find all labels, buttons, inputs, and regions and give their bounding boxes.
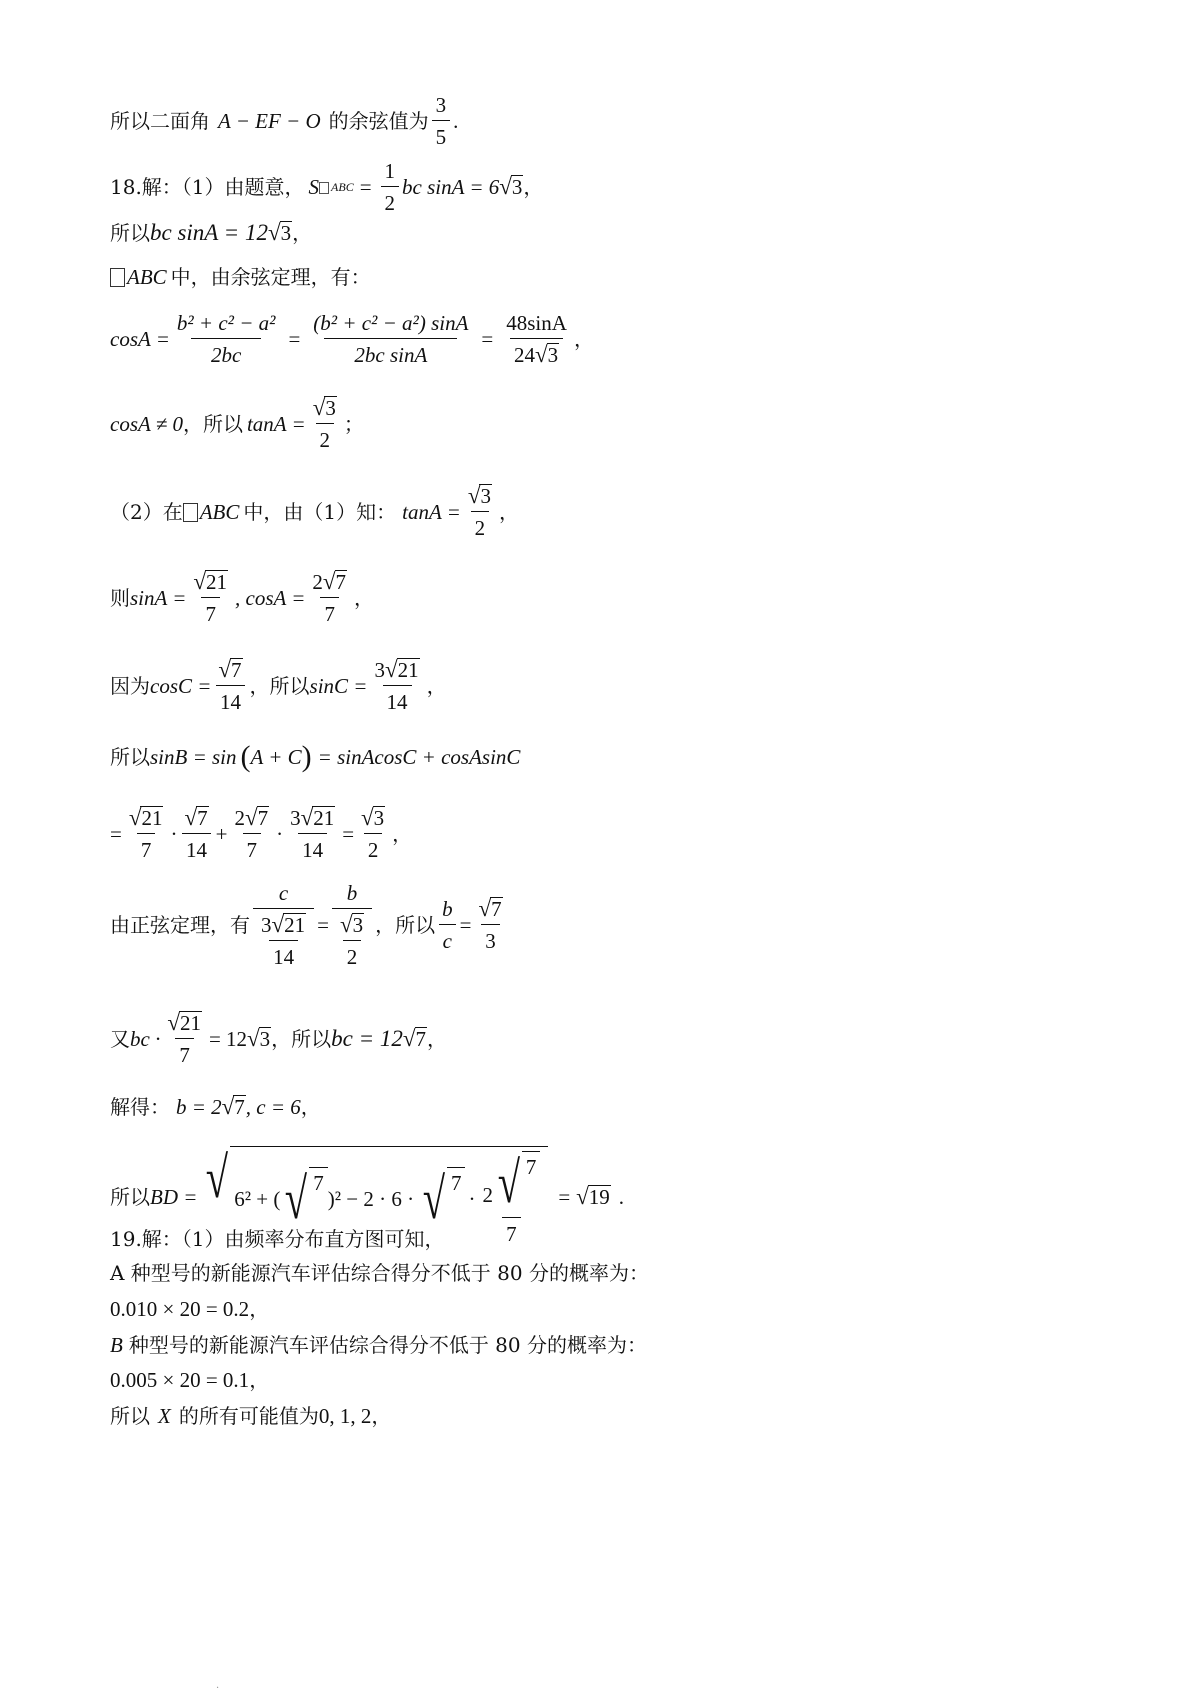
fraction: √ 7 14: [180, 805, 212, 863]
expr: bc sinA = 6: [402, 175, 500, 199]
q18-part1-area: 18.解：（1）由题意， S ABC = $\frac{1}{2}$ bc sinA = 6 √ 3 ，: [110, 159, 544, 215]
area-subscript: ABC: [319, 172, 354, 202]
fraction: [432, 92, 451, 150]
cosine-law-intro: [110, 262, 371, 292]
text: 则: [110, 586, 130, 610]
equals: =: [110, 822, 122, 846]
sinB-calculation: = √ 21 7 · √ 7 14 + 2 √ 7 7 · 3 √ 21 14 = √ 3 2 ，: [110, 805, 413, 862]
sqrt: √ 3: [499, 174, 523, 199]
fraction: 3 √ 21 14: [374, 657, 419, 714]
fraction: $\frac{b}{c}$: [438, 896, 457, 954]
fraction: √ 7 3: [478, 896, 502, 953]
text: 所以: [110, 221, 150, 245]
text: 种型号的新能源汽车评估综合得分不低于 80 分的概率为：: [128, 1333, 647, 1357]
triangle-symbol: [110, 268, 125, 287]
fraction: √ 7 14: [214, 657, 246, 715]
typeA-probability-expr: [110, 1294, 269, 1324]
tanA-result: [110, 395, 364, 453]
triangle-name: ABC: [127, 265, 167, 289]
text: （2）在: [110, 500, 183, 524]
q19-heading: [110, 1224, 445, 1254]
text: 解得：: [110, 1095, 170, 1119]
text: 的所有可能值为: [178, 1404, 319, 1428]
big-sqrt: √ 6² + ( √ 7 )² − 2 · 6 · √ 7 · 2 √ 7 7: [201, 1146, 548, 1247]
text: ，所以: [271, 1027, 332, 1051]
part2-tanA: [110, 483, 519, 541]
expr: , cosA =: [235, 586, 306, 610]
sqrt: √ 3: [267, 220, 292, 245]
fraction: [381, 158, 400, 216]
X-values: 所以 X 的所有可能值为 0, 1, 2 ，: [110, 1401, 391, 1431]
expr: tanA =: [246, 412, 306, 436]
expr: sinA =: [130, 586, 187, 610]
triangle-name: ABC: [199, 500, 240, 524]
fraction: √ 3 2: [312, 395, 336, 452]
sinB-expansion: 所以 sinB = sin ( A + C ) = sinAcosC + cosAsinC: [110, 740, 521, 773]
expr: sinC =: [309, 674, 368, 698]
comma: ，: [573, 327, 594, 351]
text: 的余弦值为: [328, 109, 429, 133]
fraction: √ 21 7: [167, 1010, 201, 1067]
text: A 种型号的新能源汽车评估综合得分不低于 80 分的概率为：: [110, 1261, 649, 1285]
compound-fraction: b √ 3 2: [332, 880, 372, 970]
fraction: 2 √ 7 7: [312, 569, 347, 626]
comma: ，: [371, 1404, 392, 1428]
question-heading: 19.解：（1）由频率分布直方图可知，: [110, 1227, 445, 1251]
cosA-derivation: cosA = $\frac{\text{b² + c² − a²}}{2bc}$ = $\frac{\text{(b² + c² − a²) sinA}}{\text{2bc sinA}}$ = 48sinA 24 √ 3 ，: [110, 311, 594, 367]
comma: ，: [354, 586, 375, 610]
text: 中，由（1）知：: [243, 500, 397, 524]
sine-law-ratio: 由正弦定理，有 c 3 √ 21 14 = b √ 3 2 ，所以 $\frac{b}{c}$ = √ 7 3: [110, 880, 510, 970]
comma: ，: [300, 1095, 321, 1119]
expr: cosA =: [110, 327, 170, 351]
comma: ，: [249, 1297, 270, 1321]
fraction: $\frac{\text{(b² + c² − a²) sinA}}{\text{2bc sinA}}$: [313, 311, 469, 367]
text: 所以: [110, 745, 150, 769]
text: 所以二面角: [110, 109, 210, 133]
typeA-probability-text: [110, 1258, 649, 1288]
fraction: √ 3 2: [361, 805, 385, 862]
text: ，所以: [249, 674, 310, 698]
expr: cosA ≠ 0: [110, 412, 183, 436]
bc-value-derivation: 又 bc · √ 21 7 = 12 √ 3 ，所以 bc = 12 √ 7 ，: [110, 1010, 448, 1067]
denominator: 5: [432, 120, 451, 150]
text: 由正弦定理，有: [110, 913, 250, 937]
expr: = sinAcosC + cosAsinC: [317, 745, 521, 769]
expr: bc sinA = 12: [150, 220, 268, 245]
fraction: 3 √ 21 14: [290, 805, 335, 862]
text: 所以: [110, 1404, 150, 1428]
text: ，所以: [182, 412, 243, 436]
fraction: $\frac{\text{b² + c² − a²}}{2bc}$: [176, 311, 276, 367]
math: A − EF − O: [218, 109, 321, 133]
numerator: 3: [435, 93, 447, 117]
question-heading: 18.解：（1）由题意，: [110, 175, 305, 199]
comma: ，: [426, 674, 447, 698]
text: 中，由余弦定理，有：: [170, 265, 371, 289]
text: 所以: [110, 1184, 150, 1209]
cosC-sinC-values: [110, 657, 447, 715]
triangle-symbol: [183, 503, 198, 522]
text: ，所以: [375, 913, 436, 937]
expr: sinB = sin: [150, 745, 237, 769]
fraction: 2 √ 7 7: [234, 805, 269, 862]
BD-result: 所以 BD = √ 6² + ( √ 7 )² − 2 · 6 · √ 7 · 2 √ 7 7 = √ 19 .: [110, 1145, 625, 1246]
solve-b-c: 解得： b = 2 √ 7 , c = 6 ，: [110, 1092, 321, 1122]
comma: ，: [523, 175, 544, 199]
numerator: 1: [384, 159, 396, 183]
area-symbol: S: [308, 175, 320, 199]
denominator: 2: [381, 186, 400, 216]
compound-fraction: c 3 √ 21 14: [253, 880, 314, 970]
comma: ，: [427, 1027, 448, 1051]
footer-mark: ·: [216, 1683, 220, 1694]
fraction: √ 21 7: [193, 569, 228, 626]
semicolon: ；: [343, 412, 364, 436]
typeB-probability-expr: [110, 1365, 269, 1395]
expr: cosC =: [150, 674, 212, 698]
expr: tanA =: [402, 500, 461, 524]
text: 又: [110, 1027, 130, 1051]
fraction: 48sinA 24 √ 3: [506, 311, 567, 367]
period: .: [453, 109, 459, 133]
dihedral-angle-conclusion: [110, 92, 458, 150]
sinA-cosA-values: [110, 569, 374, 627]
expr: 0.010 × 20 = 0.2: [110, 1297, 250, 1321]
comma: ，: [292, 221, 313, 245]
expr: A + C: [250, 745, 302, 769]
comma: ，: [392, 822, 413, 846]
expr: bc ·: [130, 1027, 161, 1051]
fraction: √ 21 7: [128, 805, 163, 862]
comma: ，: [498, 500, 519, 524]
text: 因为: [110, 674, 150, 698]
typeB-probability-text: B 种型号的新能源汽车评估综合得分不低于 80 分的概率为：: [110, 1330, 647, 1360]
comma: ，: [249, 1368, 270, 1392]
triangle-symbol: [319, 182, 329, 194]
fraction: √ 3 2: [467, 483, 491, 540]
bc-sinA-line: [110, 218, 312, 248]
expr: 0.005 × 20 = 0.1: [110, 1368, 250, 1392]
